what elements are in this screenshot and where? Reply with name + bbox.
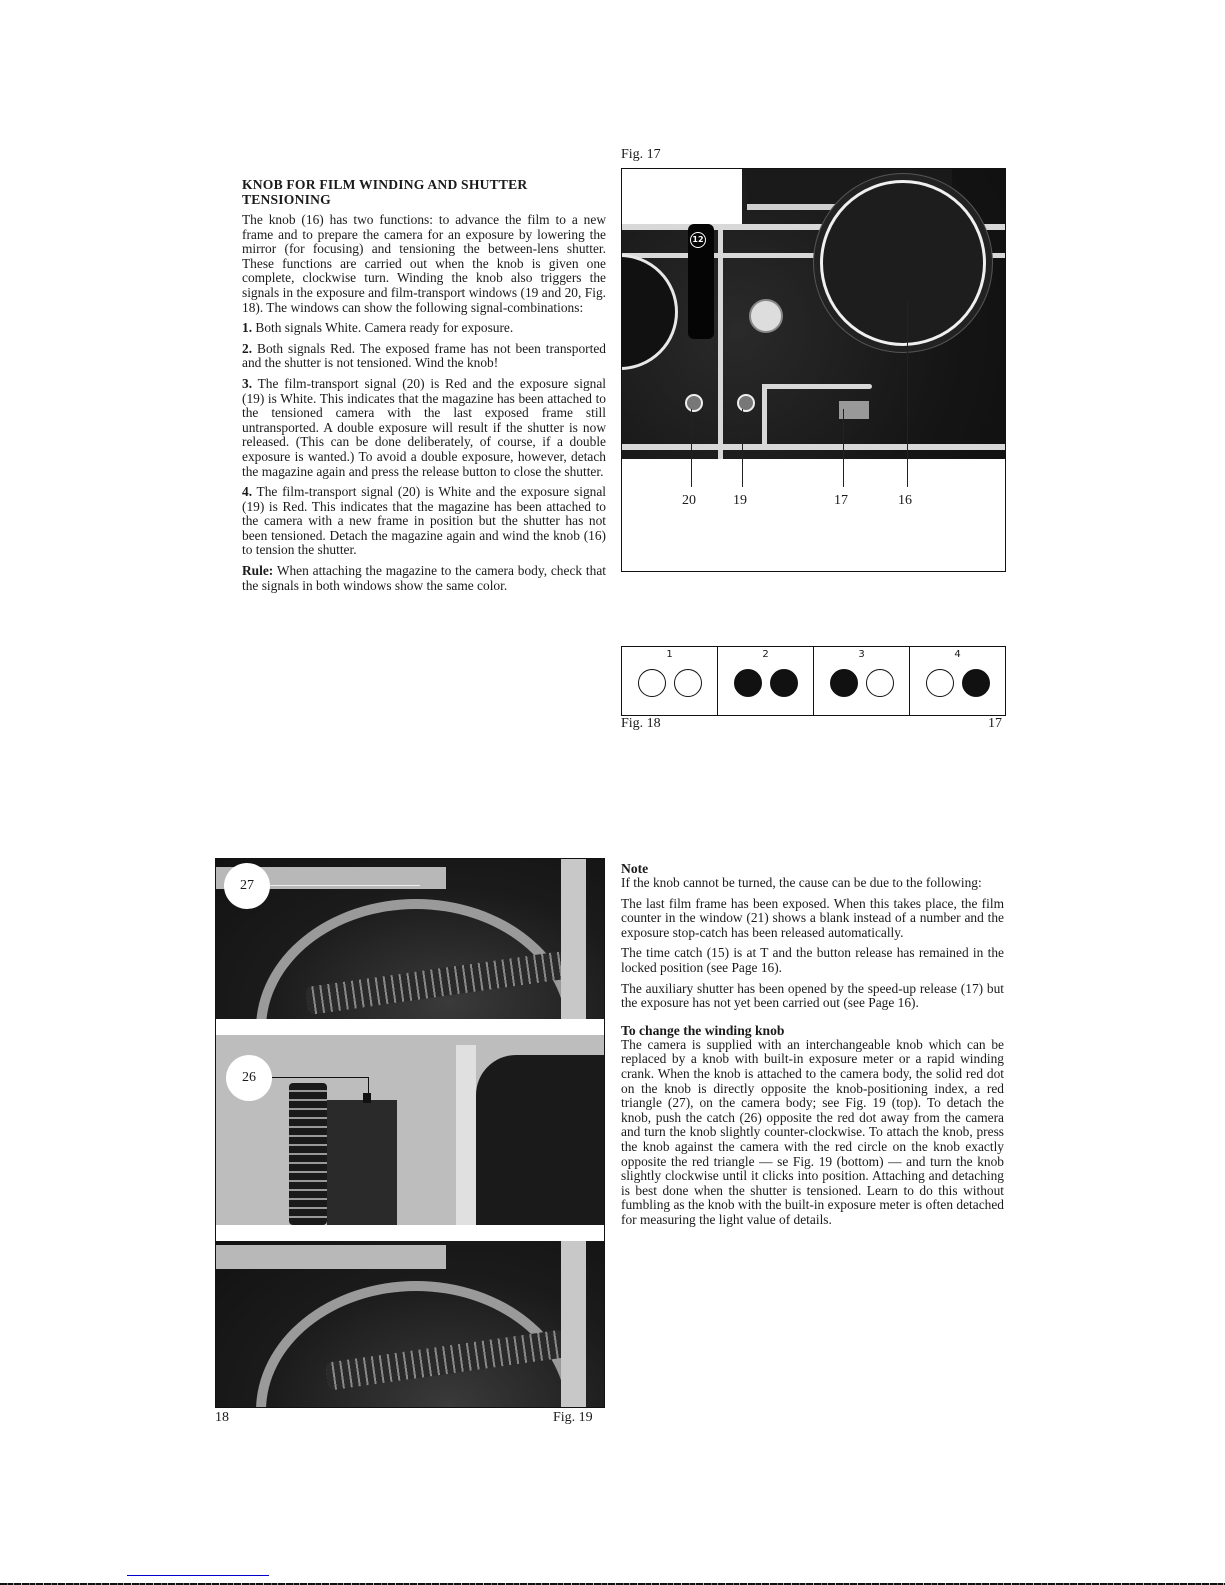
list-item-number: 2. [242, 340, 253, 356]
chrome-rail [622, 444, 1005, 450]
list-item-text: The film-transport signal (20) is Red and the exposure signal (19) is White. This indicates that the magazine has been attached to the tensioned camera with the last exposed frame still untransported. A double exposure will result if the shutter is now released. (This can be done deliberately, of course, if a double exposure is wanted.) To avoid a double exposure, however, detach the magazine again and press the release button to close the shutter. [242, 375, 606, 479]
callout-label: 16 [898, 493, 912, 508]
knob-detached-top-photo [216, 859, 604, 1019]
fig18-caption: Fig. 18 [621, 716, 661, 731]
fig19-caption: Fig. 19 [553, 1410, 593, 1425]
fig17-camera-photo [621, 168, 1006, 572]
callout-area [622, 459, 1005, 571]
list-item [242, 377, 606, 479]
combination-number: 4 [954, 649, 961, 660]
list-item-number: 1. [242, 320, 253, 336]
film-transport-signal-window [685, 394, 703, 412]
white-signal-icon [926, 669, 954, 697]
callout-bubble: 27 [224, 863, 270, 909]
callout-label: 20 [682, 493, 696, 508]
rule-text: When attaching the magazine to the camera body, check that the signals in both windows show the same color. [242, 563, 606, 593]
page-number-left: 18 [215, 1410, 229, 1425]
chrome-rail [216, 1245, 446, 1269]
note-heading: Note [621, 861, 649, 876]
signal-combination [910, 647, 1005, 715]
signal-combination [814, 647, 910, 715]
chrome-rail [762, 384, 872, 389]
catch-button [363, 1093, 371, 1103]
callout-label: 19 [733, 493, 747, 508]
combination-number: 1 [666, 649, 673, 660]
knob-barrel [327, 1100, 397, 1225]
list-item [242, 321, 606, 336]
red-signal-icon [770, 669, 798, 697]
section-heading: KNOB FOR FILM WINDING AND SHUTTER TENSIONING [242, 177, 528, 207]
note-intro: If the knob cannot be turned, the cause can be due to the following: [621, 875, 982, 890]
chrome-rail [718, 224, 723, 464]
combination-number: 2 [762, 649, 769, 660]
white-signal-icon [866, 669, 894, 697]
page-number-right: 17 [988, 716, 1002, 731]
exposure-signal-window [737, 394, 755, 412]
hyperlink-underline[interactable] [127, 1575, 269, 1576]
note-paragraph: The last film frame has been exposed. When this takes place, the film counter in the window (21) shows a blank instead of a number and the exposure stop-catch has been released automatically. [621, 895, 1004, 940]
chrome-rail [561, 859, 586, 1019]
callout-label: 17 [834, 493, 848, 508]
red-signal-icon [962, 669, 990, 697]
list-item-text: Both signals Red. The exposed frame has not been transported and the shutter is not tensioned. Wind the knob! [242, 340, 606, 371]
leader-line [272, 1077, 368, 1078]
leader-line [907, 299, 908, 487]
release-button-image [749, 299, 783, 333]
note-paragraph: The time catch (15) is at T and the button release has remained in the locked position (see Page 16). [621, 945, 1004, 975]
camera-body-texture [476, 1055, 604, 1225]
winding-knob-image [820, 180, 986, 346]
photo-background [622, 169, 742, 224]
knob-attached-bottom-photo [216, 1241, 604, 1407]
list-item-text: The film-transport signal (20) is White and the exposure signal (19) is Red. This indicates that the magazine has been attached to the camera with a new frame in position but the shutter has not been tensioned. Detach the magazine again and wind the knob (16) to tension the shutter. [242, 484, 607, 558]
rule-paragraph [242, 564, 606, 593]
note-paragraph: The auxiliary shutter has been opened by the speed-up release (17) but the exposure has not yet been carried out (see Page 16). [621, 980, 1004, 1011]
fig19-knob-photos [215, 858, 605, 1408]
left-text-column [242, 177, 606, 599]
knob-gear-teeth [289, 1083, 327, 1225]
rule-label: Rule: [242, 563, 274, 579]
chrome-rail [456, 1045, 476, 1225]
leader-line [742, 409, 743, 487]
knob-catch-middle-photo [216, 1035, 604, 1225]
intro-paragraph: The knob (16) has two functions: to advance the film to a new frame and to prepare the camera for an exposure by lowering the mirror (for focusing) and tensioning the between-lens shutter. These functions are carried out when the knob is given one complete, clockwise turn. Winding the knob also triggers the signals in the exposure and film-transport windows (19 and 20, Fig. 18). The windows can show the following signal-combinations: [242, 212, 606, 315]
counter-badge: 12 [690, 232, 706, 248]
list-item-number: 4. [242, 484, 253, 500]
list-item-number: 3. [242, 375, 253, 391]
red-signal-icon [734, 669, 762, 697]
change-knob-heading: To change the winding knob [621, 1022, 785, 1038]
right-text-column [621, 861, 1004, 1233]
white-signal-icon [638, 669, 666, 697]
fig17-caption: Fig. 17 [621, 147, 661, 162]
leader-line [843, 409, 844, 487]
list-item [242, 342, 606, 371]
signal-combination [622, 647, 718, 715]
leader-line [368, 1077, 369, 1095]
chrome-rail [762, 384, 767, 449]
leader-line [270, 885, 420, 886]
callout-bubble: 26 [226, 1055, 272, 1101]
fig18-signal-combinations [621, 646, 1006, 716]
combination-number: 3 [858, 649, 865, 660]
list-item-text: Both signals White. Camera ready for exposure. [255, 320, 514, 336]
red-signal-icon [830, 669, 858, 697]
white-signal-icon [674, 669, 702, 697]
leader-line [691, 409, 692, 487]
chrome-rail [561, 1241, 586, 1407]
signal-combination [718, 647, 814, 715]
list-item [242, 485, 606, 558]
change-knob-paragraph: The camera is supplied with an interchangeable knob which can be replaced by a knob with built-in exposure meter or a rapid winding crank. When the knob is attached to the camera body, the solid red dot on the knob is directly opposite the knob-positioning index, a red triangle (27), on the camera body; see Fig. 19 (top). To detach the knob, push the catch (26) opposite the red dot away from the camera and turn the knob slightly counter-clockwise. To attach the knob, press the knob against the camera with the red circle on the knob exactly opposite the red triangle — se Fig. 19 (bottom) — and turn the knob slightly clockwise until it clicks into position. Attaching and detaching is best done when the shutter is tensioned. Learn to do this without fumbling as the knob with the built-in exposure meter is often detached for measuring the light value of details. [621, 1036, 1004, 1227]
